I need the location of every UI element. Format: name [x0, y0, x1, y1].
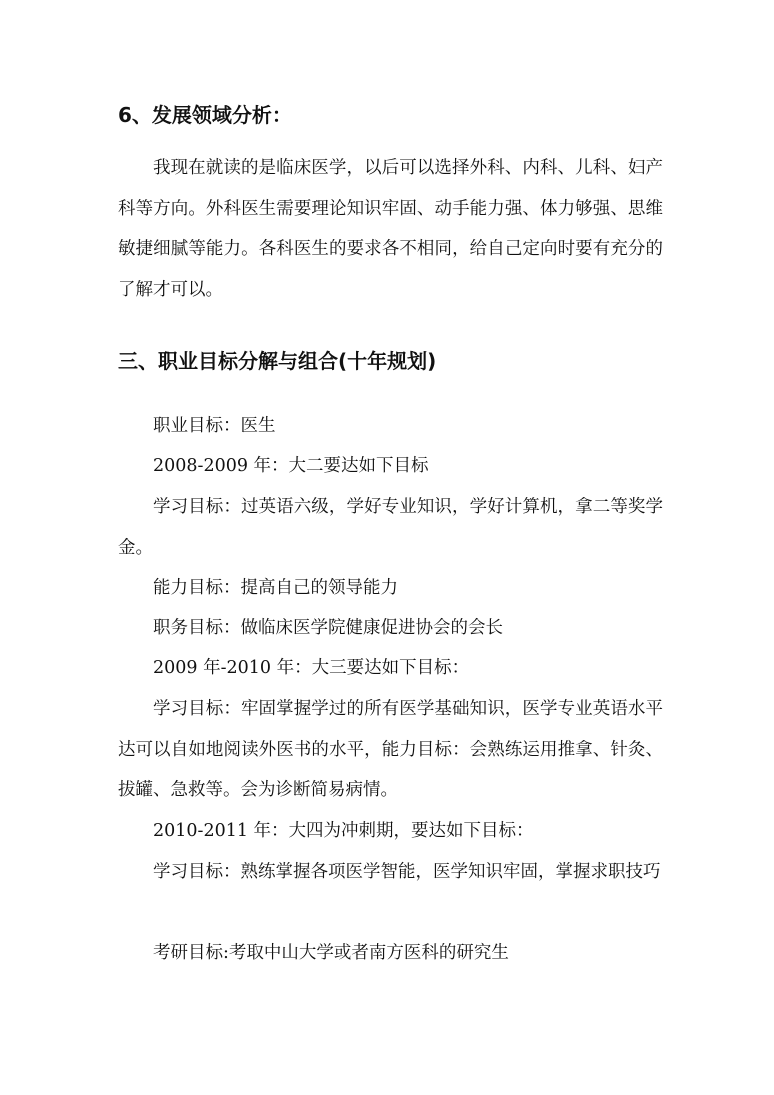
ability-goal-2008-line: 能力目标：提高自己的领导能力 — [153, 578, 398, 598]
exam-goal-2010-line: 考研目标:考取中山大学或者南方医科的研究生 — [153, 943, 509, 963]
career-goal-line: 职业目标：医生 — [153, 416, 276, 436]
year-2009-2010-line: 2009 年-2010 年：大三要达如下目标： — [153, 658, 470, 678]
development-analysis-paragraph: 我现在就读的是临床医学，以后可以选择外科、内科、儿科、妇产科等方向。外科医生需要理论知识牢固、动手能力强、体力够强、思维敏捷细腻等能力。各科医生的要求各不相同，给自己定向时要有充分的了解才可以。 — [118, 158, 663, 300]
section-3-heading: 三、职业目标分解与组合(十年规划) — [118, 349, 437, 373]
year-2010-2011-line: 2010-2011 年：大四为冲刺期，要达如下目标： — [153, 821, 534, 841]
study-goal-2008-paragraph: 学习目标：过英语六级，学好专业知识，学好计算机，拿二等奖学金。 — [118, 497, 663, 558]
position-goal-2008-line: 职务目标：做临床医学院健康促进协会的会长 — [153, 618, 503, 638]
year-2008-2009-line: 2008-2009 年：大二要达如下目标 — [153, 456, 429, 476]
study-goal-2010-paragraph: 学习目标：熟练掌握各项医学智能，医学知识牢固，掌握求职技巧 — [153, 862, 661, 882]
section-6-heading: 6、发展领域分析： — [118, 103, 292, 127]
study-goal-2009-paragraph: 学习目标：牢固掌握学过的所有医学基础知识，医学专业英语水平达可以自如地阅读外医书的水平，能力目标：会熟练运用推拿、针灸、拔罐、急救等。会为诊断简易病情。 — [118, 699, 663, 800]
